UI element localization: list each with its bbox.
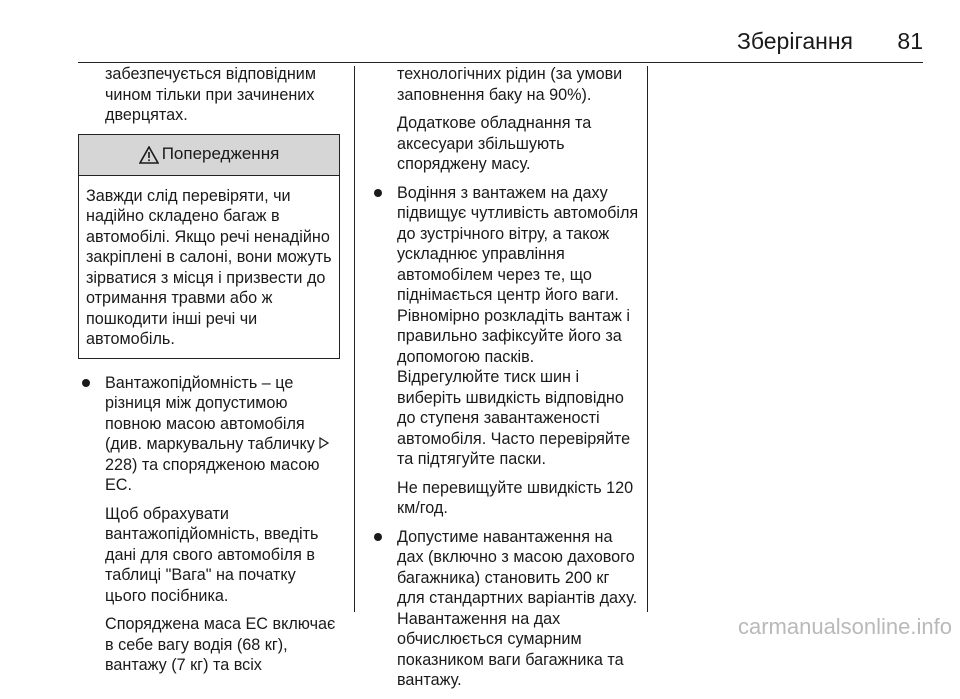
- left-column: [78, 64, 340, 684]
- bullet-paragraph: Допустиме навантаження на дах (включно з масою дахового багажника) становить 200 кг для стандартних варіантів даху. Навантаження на дах обчислюється сумарним показником ваги багажника та вантажу.: [397, 527, 638, 689]
- page-reference-arrow-icon[interactable]: [319, 434, 331, 455]
- page-number: 81: [897, 28, 923, 54]
- continued-text: [370, 64, 640, 175]
- bullet-paragraph: Споряджена маса ЕС включає в себе вагу водія (68 кг), вантажу (7 кг) та всіх: [105, 615, 336, 674]
- intro-paragraph: забезпечується відповідним чином тільки при зачинених дверцятах.: [105, 65, 316, 124]
- watermark: carmanualsonline.info: [737, 614, 952, 639]
- column-divider-right: [647, 66, 648, 612]
- warning-box: [78, 134, 340, 359]
- list-item: [370, 183, 640, 519]
- bullet-paragraph: Щоб обрахувати вантажопідйомність, введіть дані для свого автомобіля в таблиці "Вага" на початку цього посібника.: [105, 504, 319, 605]
- warning-header: [79, 135, 339, 176]
- bullet-paragraph: Не перевищуйте швидкість 120 км/год.: [397, 478, 634, 517]
- continued-paragraph: Додаткове обладнання та аксесуари збільшують споряджену масу.: [397, 114, 592, 173]
- page-header: [78, 28, 923, 56]
- bullet-paragraph: [105, 373, 340, 496]
- continued-paragraph: технологічних рідин (за умови заповнення баку на 90%).: [397, 65, 623, 104]
- warning-title: Попередження: [161, 144, 280, 164]
- bullet-icon: [374, 533, 382, 541]
- warning-triangle-icon: [139, 146, 159, 164]
- list-item: [78, 373, 340, 676]
- warning-text: Завжди слід перевіряти, чи надійно складено багаж в автомобілі. Якщо речі ненадійно закріплені в салоні, вони можуть зірватися з місця і призвести до отримання травми або ж пошкодити інші речі чи автомобіль.: [86, 186, 332, 348]
- page-title: Зберігання: [736, 28, 853, 54]
- bullet-text-after-ref: 228) та спорядженою масою ЕС.: [105, 455, 320, 494]
- bullet-icon: [82, 379, 90, 387]
- column-divider-left: [354, 66, 355, 612]
- bullet-text: Вантажопідйомність – це різниця між допустимою повною масою автомобіля (див. маркувальну табличку: [105, 373, 320, 453]
- warning-body: [79, 176, 339, 358]
- list-item: [370, 527, 640, 691]
- header-rule: [78, 62, 923, 63]
- right-column: [370, 64, 640, 699]
- bullet-paragraph: Водіння з вантажем на даху підвищує чутливість автомобіля до зустрічного вітру, а також ускладнює управління автомобілем через те, що піднімається центр його ваги. Рівномірно розкладіть вантаж і правильно зафіксуйте його за допомогою пасків. Відрегулюйте тиск шин і виберіть швидкість відповідно до ступеня завантаженості автомобіля. Часто перевіряйте та підтягуйте паски.: [397, 183, 639, 468]
- bullet-icon: [374, 189, 382, 197]
